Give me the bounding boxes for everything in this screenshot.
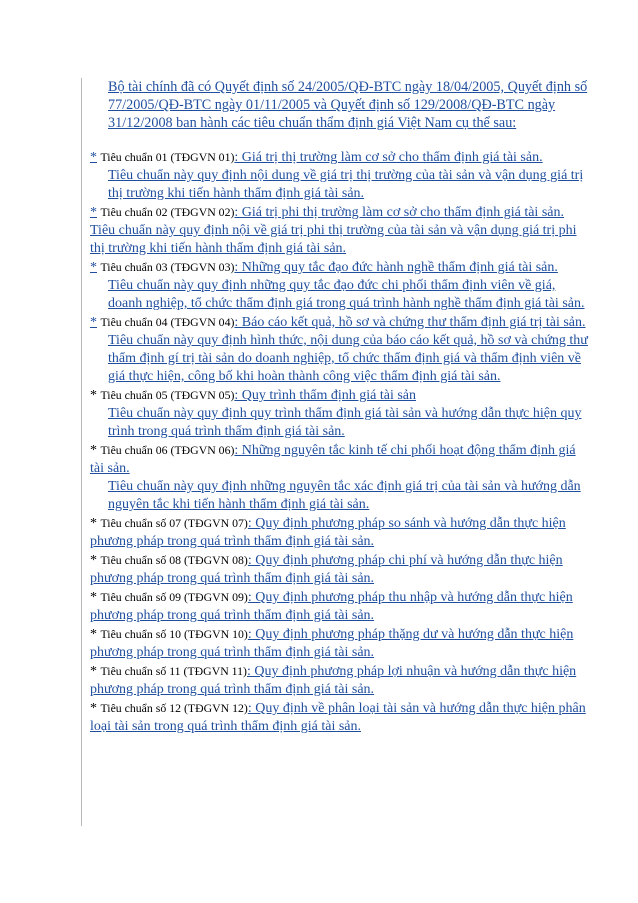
standard-code: Tiêu chuẩn 01 (TĐGVN 01) <box>100 150 235 164</box>
standard-title[interactable]: : Quy định phương pháp thặng dư và hướng dẫn thực hiện phương pháp trong quá trình thẩm định giá tài sản. <box>90 627 574 660</box>
standard-title[interactable]: : Quy định phương pháp lợi nhuận và hướng dẫn thực hiện phương pháp trong quá trình thẩm định giá tài sản. <box>90 664 577 697</box>
bullet-star: * <box>90 516 97 531</box>
standard-heading <box>90 203 590 222</box>
standard-item <box>90 588 590 625</box>
bullet-star: * <box>90 388 97 403</box>
standard-description: Tiêu chuẩn này quy định những nguyên tắc xác định giá trị của tài sản và hướng dẫn nguyên tắc khi tiến hành thẩm định giá tài sản. <box>108 479 581 512</box>
standard-heading <box>90 514 590 551</box>
standard-heading <box>90 313 590 332</box>
standard-item <box>90 662 590 699</box>
standard-heading <box>90 662 590 699</box>
standard-item <box>90 514 590 551</box>
document-body <box>90 78 590 736</box>
bullet-star: * <box>90 627 97 642</box>
bullet-star: * <box>90 443 97 458</box>
standard-item <box>90 625 590 662</box>
bullet-star: * <box>90 701 97 716</box>
standard-description: Tiêu chuẩn này quy định nội dung về giá trị thị trường của tài sản và vận dụng giá trị thị trường khi tiến hành thẩm định giá tài sản. <box>108 168 584 201</box>
standard-code: Tiêu chuẩn số 08 (TĐGVN 08) <box>100 553 248 567</box>
standard-heading <box>90 441 590 478</box>
standard-heading <box>90 625 590 662</box>
standard-code: Tiêu chuẩn số 10 (TĐGVN 10) <box>100 627 248 641</box>
standard-code: Tiêu chuẩn 04 (TĐGVN 04) <box>100 315 235 329</box>
standard-code: Tiêu chuẩn số 07 (TĐGVN 07) <box>100 516 248 530</box>
standards-list <box>90 148 590 736</box>
standard-heading <box>90 588 590 625</box>
bullet-star: * <box>90 590 97 605</box>
standard-code: Tiêu chuẩn 06 (TĐGVN 06) <box>100 443 235 457</box>
standard-item <box>90 148 590 203</box>
standard-code: Tiêu chuẩn 05 (TĐGVN 05) <box>100 388 235 402</box>
standard-title[interactable]: : Những quy tắc đạo đức hành nghề thẩm định giá tài sản. <box>234 260 558 275</box>
standard-code: Tiêu chuẩn số 12 (TĐGVN 12) <box>100 701 248 715</box>
standard-heading <box>90 551 590 588</box>
standard-code: Tiêu chuẩn 02 (TĐGVN 02) <box>100 205 235 219</box>
standard-description: Tiêu chuẩn này quy định những quy tắc đạo đức chi phối thẩm định viên về giá, doanh nghiệp, tổ chức thẩm định giá trong quá trình hành nghề thẩm định giá tài sản. <box>108 278 585 311</box>
standard-code: Tiêu chuẩn 03 (TĐGVN 03) <box>100 260 235 274</box>
bullet-star: * <box>90 664 97 679</box>
bullet-star: * <box>90 150 97 165</box>
standard-item <box>90 258 590 313</box>
standard-item <box>90 386 590 441</box>
bullet-star: * <box>90 315 97 330</box>
bullet-star: * <box>90 553 97 568</box>
standard-item <box>90 699 590 736</box>
margin-line <box>81 78 82 826</box>
standard-heading <box>90 258 590 277</box>
standard-heading <box>90 148 590 167</box>
standard-description: Tiêu chuẩn này quy định quy trình thẩm định giá tài sản và hướng dẫn thực hiện quy trình trong quá trình thẩm định giá tài sản. <box>108 406 582 439</box>
standard-title[interactable]: : Quy định phương pháp thu nhập và hướng dẫn thực hiện phương pháp trong quá trình thẩm định giá tài sản. <box>90 590 573 623</box>
standard-title[interactable]: : Quy định về phân loại tài sản và hướng dẫn thực hiện phân loại tài sản trong quá trình thẩm định giá tài sản. <box>90 701 586 734</box>
intro-paragraph: Bộ tài chính đã có Quyết định số 24/2005/QĐ-BTC ngày 18/04/2005, Quyết định số 77/2005/QĐ-BTC ngày 01/11/2005 và Quyết định số 129/2008/QĐ-BTC ngày 31/12/2008 ban hành các tiêu chuẩn thẩm định giá Việt Nam cụ thể sau: <box>108 79 588 131</box>
standard-title[interactable]: : Giá trị thị trường làm cơ sở cho thẩm định giá tài sản. <box>234 150 543 165</box>
standard-title[interactable]: : Những nguyên tắc kinh tế chi phối hoạt động thẩm định giá tài sản. <box>90 443 576 476</box>
standard-title[interactable]: : Quy định phương pháp so sánh và hướng dẫn thực hiện phương pháp trong quá trình thẩm định giá tài sản. <box>90 516 566 549</box>
standard-description: Tiêu chuẩn này quy định hình thức, nội dung của báo cáo kết quả, hồ sơ và chứng thư thẩm định gí trị tài sản do doanh nghiệp, tổ chức thẩm định giá và thẩm định viên về giá thực hiện, công bố khi hoàn thành công việc thẩm định giá tài sản. <box>108 333 588 384</box>
standard-title[interactable]: : Quy trình thẩm định giá tài sản <box>234 388 416 403</box>
standard-heading <box>90 699 590 736</box>
standard-item <box>90 313 590 386</box>
standard-title[interactable]: : Giá trị phi thị trường làm cơ sở cho thẩm định giá tài sản. <box>234 205 564 220</box>
standard-item <box>90 551 590 588</box>
bullet-star: * <box>90 205 97 220</box>
standard-item <box>90 203 590 258</box>
standard-title[interactable]: : Báo cáo kết quả, hồ sơ và chứng thư thẩm định giá trị tài sản. <box>234 315 586 330</box>
standard-item <box>90 441 590 514</box>
standard-title[interactable]: : Quy định phương pháp chi phí và hướng dẫn thực hiện phương pháp trong quá trình thẩm định giá tài sản. <box>90 553 563 586</box>
standard-code: Tiêu chuẩn số 09 (TĐGVN 09) <box>100 590 248 604</box>
standard-code: Tiêu chuẩn số 11 (TĐGVN 11) <box>100 664 247 678</box>
bullet-star: * <box>90 260 97 275</box>
standard-heading <box>90 386 590 405</box>
standard-description: Tiêu chuẩn này quy định nội về giá trị phi thị trường của tài sản và vận dụng giá trị phi thị trường khi tiến hành thẩm định giá tài sản. <box>90 223 577 256</box>
